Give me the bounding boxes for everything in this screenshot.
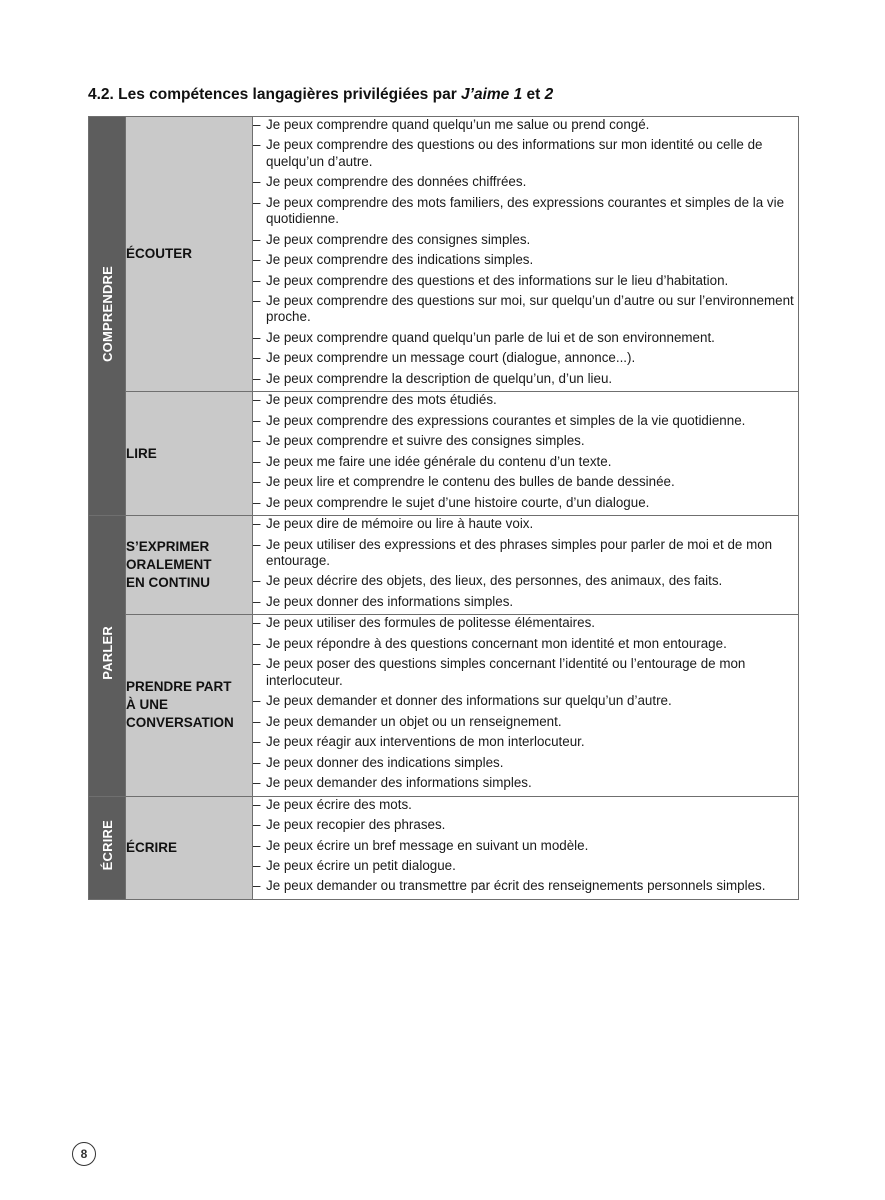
skill-cell (126, 516, 253, 615)
table-row (89, 615, 799, 796)
descriptor-list (253, 516, 798, 610)
section-title (88, 86, 553, 104)
descriptor-item: – Je peux comprendre et suivre des consignes simples. (253, 433, 798, 449)
domain-label: COMPRENDRE (99, 265, 115, 362)
descriptor-item: – Je peux donner des indications simples. (253, 755, 798, 771)
page-number: 8 (72, 1142, 96, 1166)
descriptor-item: – Je peux comprendre des questions sur moi, sur quelqu’un d’autre ou sur l’environnement proche. (253, 293, 798, 326)
descriptor-item: – Je peux comprendre quand quelqu’un parle de lui et de son environnement. (253, 330, 798, 346)
descriptor-item: – Je peux comprendre des expressions courantes et simples de la vie quotidienne. (253, 413, 798, 429)
descriptor-item: – Je peux écrire des mots. (253, 797, 798, 813)
skill-cell (126, 392, 253, 516)
descriptor-item: – Je peux décrire des objets, des lieux, des personnes, des animaux, des faits. (253, 573, 798, 589)
descriptor-item: – Je peux donner des informations simples. (253, 594, 798, 610)
descriptor-item: – Je peux utiliser des expressions et des phrases simples pour parler de moi et de mon entourage. (253, 537, 798, 570)
descriptor-item: – Je peux comprendre des mots familiers, des expressions courantes et simples de la vie quotidienne. (253, 195, 798, 228)
descriptor-item: – Je peux poser des questions simples concernant l’identité ou l’entourage de mon interlocuteur. (253, 656, 798, 689)
descriptor-cell (253, 615, 799, 796)
descriptor-item: – Je peux comprendre des questions et des informations sur le lieu d’habitation. (253, 273, 798, 289)
table-row (89, 392, 799, 516)
descriptor-item: – Je peux utiliser des formules de politesse élémentaires. (253, 615, 798, 631)
table-row (89, 796, 799, 899)
descriptor-item: – Je peux recopier des phrases. (253, 817, 798, 833)
descriptor-item: – Je peux lire et comprendre le contenu des bulles de bande dessinée. (253, 474, 798, 490)
descriptor-item: – Je peux comprendre des indications simples. (253, 252, 798, 268)
skill-label: ÉCRIRE (126, 839, 178, 855)
descriptor-item: – Je peux comprendre la description de quelqu’un, d’un lieu. (253, 371, 798, 387)
descriptor-item: – Je peux comprendre des consignes simples. (253, 232, 798, 248)
skill-label: S’EXPRIMER ORALEMENT EN CONTINU (126, 539, 212, 591)
descriptor-item: – Je peux demander des informations simples. (253, 775, 798, 791)
descriptor-item: – Je peux dire de mémoire ou lire à haute voix. (253, 516, 798, 532)
table-row (89, 117, 799, 392)
skill-cell (126, 117, 253, 392)
descriptor-item: – Je peux répondre à des questions concernant mon identité et mon entourage. (253, 636, 798, 652)
skill-cell (126, 615, 253, 796)
descriptor-item: – Je peux comprendre des données chiffrées. (253, 174, 798, 190)
descriptor-item: – Je peux demander ou transmettre par écrit des renseignements personnels simples. (253, 878, 798, 894)
descriptor-cell (253, 516, 799, 615)
title-book-1: J’aime 1 (461, 86, 523, 103)
descriptor-item: – Je peux écrire un bref message en suivant un modèle. (253, 838, 798, 854)
descriptor-item: – Je peux comprendre un message court (dialogue, annonce...). (253, 350, 798, 366)
descriptor-item: – Je peux comprendre des questions ou des informations sur mon identité ou celle de quelqu’un d’autre. (253, 137, 798, 170)
skill-label: PRENDRE PART À UNE CONVERSATION (126, 679, 234, 731)
descriptor-list (253, 797, 798, 895)
domain-label: ÉCRIRE (99, 820, 115, 871)
competences-table (88, 116, 799, 900)
descriptor-item: – Je peux demander un objet ou un renseignement. (253, 714, 798, 730)
skill-label: LIRE (126, 445, 157, 461)
descriptor-cell (253, 796, 799, 899)
descriptor-list (253, 117, 798, 387)
table-row (89, 516, 799, 615)
skill-cell (126, 796, 253, 899)
descriptor-item: – Je peux comprendre des mots étudiés. (253, 392, 798, 408)
domain-cell (89, 117, 126, 516)
descriptor-item: – Je peux me faire une idée générale du contenu d’un texte. (253, 454, 798, 470)
descriptor-cell (253, 117, 799, 392)
descriptor-item: – Je peux comprendre le sujet d’une histoire courte, d’un dialogue. (253, 495, 798, 511)
descriptor-item: – Je peux comprendre quand quelqu’un me salue ou prend congé. (253, 117, 798, 133)
domain-label: PARLER (99, 626, 115, 681)
descriptor-item: – Je peux réagir aux interventions de mon interlocuteur. (253, 734, 798, 750)
descriptor-list (253, 615, 798, 791)
descriptor-item: – Je peux écrire un petit dialogue. (253, 858, 798, 874)
skill-label: ÉCOUTER (126, 246, 193, 262)
domain-cell (89, 796, 126, 899)
title-prefix: 4.2. Les compétences langagières privilégiées par (88, 86, 462, 103)
title-book-2: 2 (544, 86, 554, 103)
title-conjunction: et (522, 86, 545, 103)
descriptor-cell (253, 392, 799, 516)
descriptor-list (253, 392, 798, 511)
domain-cell (89, 516, 126, 796)
descriptor-item: – Je peux demander et donner des informations sur quelqu’un d’autre. (253, 693, 798, 709)
